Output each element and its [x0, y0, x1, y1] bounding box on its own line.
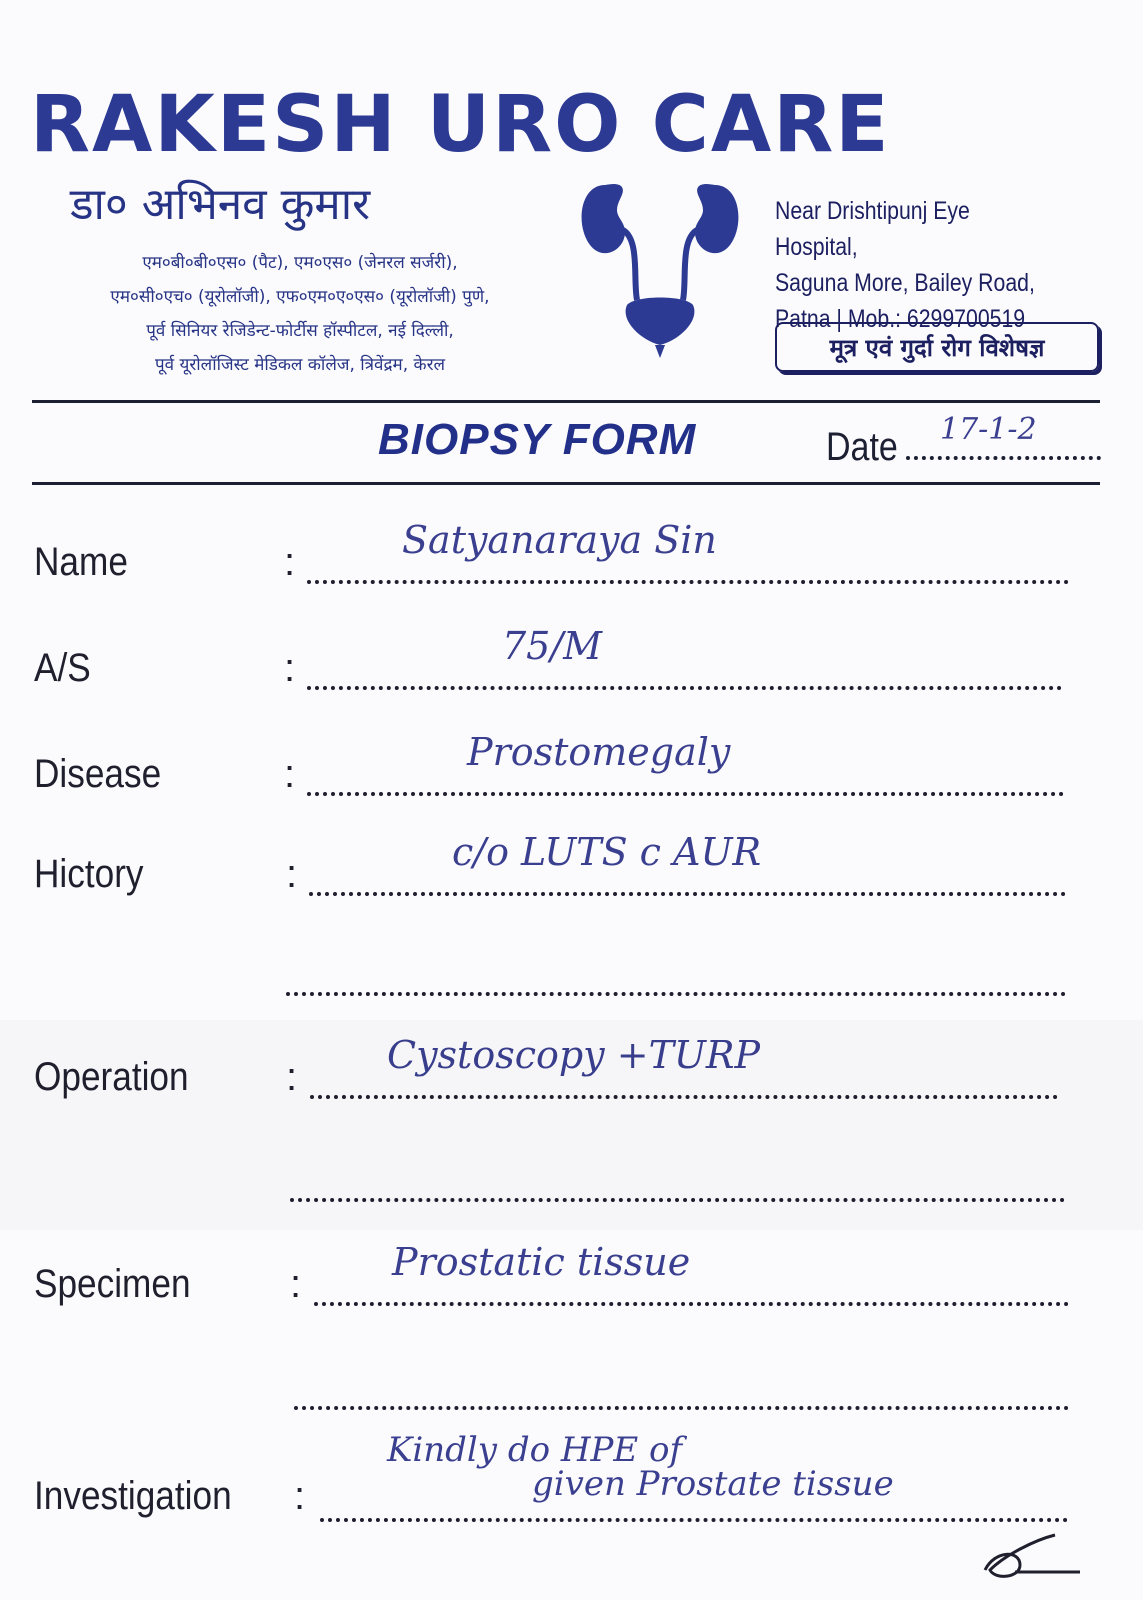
field-value: Prostatic tissue	[392, 1240, 691, 1284]
clinic-address	[775, 193, 1056, 337]
field-value: c/o LUTS c AUR	[452, 830, 762, 874]
form-row-specimen	[32, 1240, 1102, 1322]
form-row-operation	[32, 1033, 1102, 1115]
field-label: A/S	[34, 646, 91, 690]
field-colon: :	[294, 1474, 306, 1518]
qualification-line: पूर्व सिनियर रेजिडेन्ट-फोर्टीस हॉस्पीटल, नई दिल्ली,	[146, 321, 454, 341]
disease-field[interactable]	[307, 792, 1064, 796]
form-row-age-sex	[32, 624, 1102, 706]
qualification-line: पूर्व यूरोलॉजिस्ट मेडिकल कॉलेज, त्रिवेंद्रम, केरल	[154, 355, 446, 375]
field-value: Prostomegaly	[467, 730, 731, 774]
form-title: BIOPSY FORM	[378, 415, 697, 464]
specimen-field-line2[interactable]	[294, 1406, 1069, 1410]
specialty-badge: मूत्र एवं गुर्दा रोग विशेषज्ञ	[775, 322, 1099, 372]
date-field[interactable]	[906, 456, 1101, 460]
doctor-name: डा० अभिनव कुमार	[70, 179, 371, 230]
header-divider	[32, 400, 1100, 403]
field-colon: :	[284, 752, 296, 796]
field-colon: :	[290, 1262, 302, 1306]
name-field[interactable]	[307, 580, 1069, 584]
form-row-name	[32, 518, 1102, 600]
field-colon: :	[284, 540, 296, 584]
signature-mark	[975, 1530, 1085, 1590]
date-label: Date	[826, 425, 898, 469]
qualification-line: एम०सी०एच० (यूरोलॉजी), एफ०एम०ए०एस० (यूरोलॉजी) पुणे,	[110, 287, 490, 307]
field-label: Specimen	[34, 1262, 191, 1306]
form-row-investigation	[32, 1430, 1102, 1538]
doctor-qualifications	[30, 246, 570, 382]
field-value: Kindly do HPE of	[387, 1430, 683, 1470]
field-label: Operation	[34, 1055, 189, 1099]
field-colon: :	[284, 646, 296, 690]
field-value: 75/M	[502, 624, 603, 668]
age-sex-field[interactable]	[307, 686, 1062, 690]
title-divider	[32, 482, 1100, 485]
field-label: Name	[34, 540, 128, 584]
address-line: Saguna More, Bailey Road,	[775, 269, 1035, 297]
form-row-operation-cont	[32, 1158, 1102, 1218]
field-label: Disease	[34, 752, 162, 796]
history-field[interactable]	[309, 892, 1066, 896]
date-value: 17-1-2	[940, 412, 1037, 447]
history-field-line2[interactable]	[286, 992, 1066, 996]
field-label: Hictory	[34, 852, 144, 896]
field-value-line2: given Prostate tissue	[532, 1464, 894, 1504]
investigation-field[interactable]	[320, 1518, 1068, 1522]
clinic-name: RAKESH URO CARE	[30, 80, 891, 170]
field-colon: :	[286, 852, 298, 896]
field-value: Satyanaraya Sin	[402, 518, 717, 562]
field-value: Cystoscopy +TURP	[387, 1033, 761, 1077]
field-colon: :	[286, 1055, 298, 1099]
address-line: Near Drishtipunj Eye Hospital,	[775, 197, 970, 261]
specimen-field[interactable]	[314, 1302, 1069, 1306]
field-label: Investigation	[34, 1474, 232, 1518]
address-line: Patna | Mob.: 6299700519	[775, 305, 1026, 333]
form-row-history-cont	[32, 952, 1102, 1012]
qualification-line: एम०बी०बी०एस० (पैट), एम०एस० (जेनरल सर्जरी),	[142, 253, 458, 273]
form-row-specimen-cont	[32, 1366, 1102, 1426]
operation-field-line2[interactable]	[290, 1198, 1065, 1202]
kidney-logo-icon	[575, 170, 745, 360]
form-row-disease	[32, 730, 1102, 812]
form-row-history	[32, 830, 1102, 912]
operation-field[interactable]	[310, 1095, 1058, 1099]
